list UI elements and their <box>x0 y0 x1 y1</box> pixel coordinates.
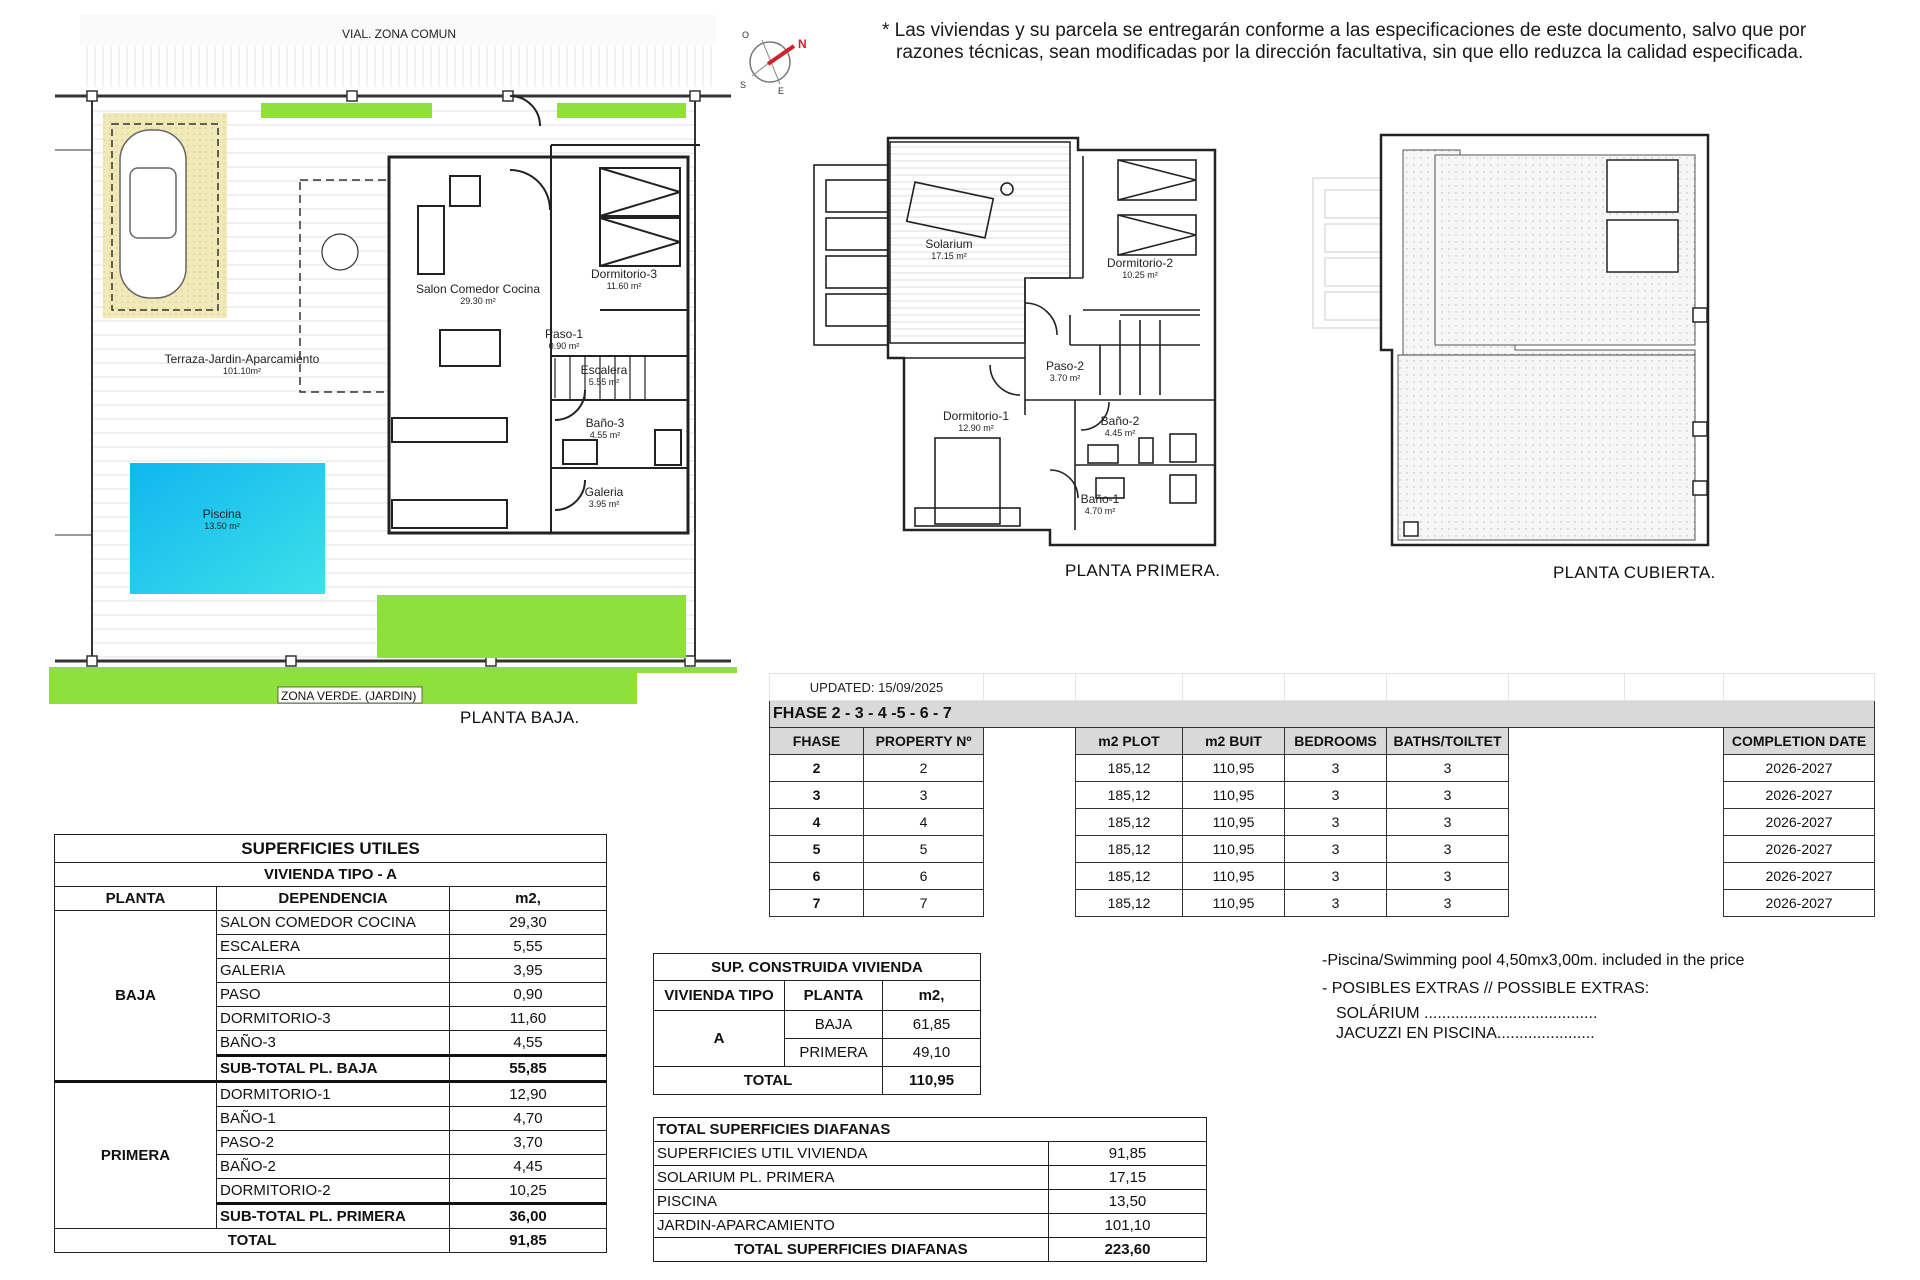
skylight <box>1607 160 1678 212</box>
su-m2: 5,55 <box>450 935 607 959</box>
disclaimer-note <box>882 20 1842 64</box>
room-name-terraza: Terraza-Jardin-Aparcamiento <box>164 352 320 366</box>
room-area-bano-3: 4.55 m² <box>589 430 621 440</box>
disclaimer-line-2: razones técnicas, sean modificadas por la dirección facultativa, sin que ello reduzca la calidad especificada. <box>896 42 1804 63</box>
su-m2: 4,55 <box>450 1031 607 1056</box>
phase-header-cell <box>1509 728 1625 755</box>
phase-row <box>770 782 1875 809</box>
su-m2: 4,45 <box>450 1155 607 1179</box>
room-area-bano-1: 4.70 m² <box>1084 506 1116 516</box>
dia-title: TOTAL SUPERFICIES DIAFANAS <box>654 1118 1207 1142</box>
sc-m2-primera: 49,10 <box>883 1039 981 1067</box>
sc-planta-baja: BAJA <box>785 1011 883 1039</box>
extras-notes <box>1322 950 1744 1044</box>
extra-solarium: SOLÁRIUM ....................................... <box>1336 1005 1598 1022</box>
dia-total-value: 223,60 <box>1049 1238 1207 1262</box>
room-name-galeria: Galeria <box>584 485 624 499</box>
phase-header-cell: m2 PLOT <box>1076 728 1183 755</box>
sc-planta-primera: PRIMERA <box>785 1039 883 1067</box>
su-m2: 3,95 <box>450 959 607 983</box>
su-dependencia: BAÑO-3 <box>217 1031 450 1056</box>
terrace-table-icon <box>322 234 358 270</box>
sc-title: SUP. CONSTRUIDA VIVIENDA <box>654 954 981 981</box>
room-name-dormitorio-3: Dormitorio-3 <box>590 267 658 281</box>
phase-cell <box>1509 836 1625 863</box>
grass-strip <box>261 103 432 118</box>
room-name-escalera: Escalera <box>580 363 628 377</box>
ground-floor-title: PLANTA BAJA. <box>460 708 580 727</box>
su-subtitle: VIVIENDA TIPO - A <box>55 863 607 887</box>
compass-s: S <box>740 80 747 90</box>
roof-plan-title: PLANTA CUBIERTA. <box>1553 563 1716 582</box>
green-zone-label: ZONA VERDE. (JARDIN) <box>281 689 417 703</box>
dia-row <box>654 1190 1207 1214</box>
dia-label: SOLARIUM PL. PRIMERA <box>654 1166 1049 1190</box>
su-title: SUPERFICIES UTILES <box>55 835 607 863</box>
phase-cell: 3 <box>1285 890 1387 917</box>
skylight <box>1607 220 1678 272</box>
phase-cell: 110,95 <box>1183 836 1285 863</box>
phase-row <box>770 890 1875 917</box>
su-dependencia: PASO-2 <box>217 1131 450 1155</box>
room-name-paso-1: Paso-1 <box>544 327 584 341</box>
room-area-piscina: 13.50 m² <box>204 521 240 531</box>
phase-cell: 3 <box>1387 836 1509 863</box>
phase-header-cell: m2 BUIT <box>1183 728 1285 755</box>
dia-row <box>654 1166 1207 1190</box>
su-row <box>55 911 607 935</box>
dia-row <box>654 1142 1207 1166</box>
grass-strip <box>557 103 686 118</box>
phase-cell <box>1625 809 1724 836</box>
su-planta: BAJA <box>55 911 217 1082</box>
phase-header-cell <box>984 728 1076 755</box>
su-m2: 29,30 <box>450 911 607 935</box>
su-m2: 0,90 <box>450 983 607 1007</box>
compass-e: E <box>778 86 785 96</box>
phase-header-cell: FHASE <box>770 728 864 755</box>
su-m2: 3,70 <box>450 1131 607 1155</box>
phase-cell: 2 <box>864 755 984 782</box>
compass-o: O <box>742 30 750 40</box>
su-total-label: TOTAL <box>55 1229 450 1253</box>
room-name-salon: Salon Comedor Cocina <box>415 282 541 296</box>
dia-value: 13,50 <box>1049 1190 1207 1214</box>
su-header-planta: PLANTA <box>55 887 217 911</box>
extras-title: - POSIBLES EXTRAS // POSSIBLE EXTRAS: <box>1322 980 1650 997</box>
room-area-paso-1: 0.90 m² <box>548 341 580 351</box>
phase-cell: 3 <box>1285 836 1387 863</box>
sc-total-value: 110,95 <box>883 1067 981 1095</box>
phase-cell <box>1509 890 1625 917</box>
room-area-galeria: 3.95 m² <box>588 499 620 509</box>
phase-cell: 3 <box>1387 755 1509 782</box>
su-subtotal-value: 36,00 <box>450 1204 607 1229</box>
pool-note: -Piscina/Swimming pool 4,50mx3,00m. included in the price <box>1322 952 1745 969</box>
phase-cell: 6 <box>864 863 984 890</box>
dia-row <box>654 1214 1207 1238</box>
sc-total-label: TOTAL <box>654 1067 883 1095</box>
room-name-paso-2: Paso-2 <box>1045 359 1085 373</box>
phase-cell <box>1509 782 1625 809</box>
su-dependencia: DORMITORIO-2 <box>217 1179 450 1204</box>
room-area-solarium: 17.15 m² <box>931 251 967 261</box>
phase-title: FHASE 2 - 3 - 4 -5 - 6 - 7 <box>770 701 1875 728</box>
phase-cell <box>984 755 1076 782</box>
phase-cell: 3 <box>770 782 864 809</box>
dia-label: JARDIN-APARCAMIENTO <box>654 1214 1049 1238</box>
updated-date: UPDATED: 15/09/2025 <box>770 674 984 701</box>
su-header-m2: m2, <box>450 887 607 911</box>
phase-cell <box>1625 836 1724 863</box>
phase-cell: 110,95 <box>1183 863 1285 890</box>
phase-cell: 5 <box>770 836 864 863</box>
grass-area <box>377 595 686 658</box>
phase-cell: 3 <box>1387 809 1509 836</box>
room-area-dormitorio-3: 11.60 m² <box>606 281 642 291</box>
phase-cell <box>1625 890 1724 917</box>
su-dependencia: ESCALERA <box>217 935 450 959</box>
phase-header-row <box>770 728 1875 755</box>
extra-jacuzzi: JACUZZI EN PISCINA...................... <box>1336 1025 1595 1042</box>
phase-cell: 2 <box>770 755 864 782</box>
superficies-utiles-table <box>54 834 607 1253</box>
phase-cell: 3 <box>1387 863 1509 890</box>
phase-cell: 110,95 <box>1183 755 1285 782</box>
phase-cell: 2026-2027 <box>1724 863 1875 890</box>
sc-tipo: A <box>654 1011 785 1067</box>
su-dependencia: DORMITORIO-3 <box>217 1007 450 1031</box>
phase-cell <box>1625 755 1724 782</box>
phase-cell: 3 <box>1285 782 1387 809</box>
road-hatch <box>80 45 716 87</box>
room-name-bano-2: Baño-2 <box>1100 414 1140 428</box>
phase-cell: 5 <box>864 836 984 863</box>
su-dependencia: DORMITORIO-1 <box>217 1082 450 1107</box>
phase-cell: 3 <box>1387 782 1509 809</box>
room-area-dormitorio-2: 10.25 m² <box>1122 270 1158 280</box>
phase-cell: 3 <box>864 782 984 809</box>
phase-cell: 185,12 <box>1076 755 1183 782</box>
phase-header-cell: BEDROOMS <box>1285 728 1387 755</box>
room-area-salon: 29.30 m² <box>460 296 496 306</box>
phase-cell: 2026-2027 <box>1724 755 1875 782</box>
phase-row <box>770 809 1875 836</box>
phase-cell <box>984 863 1076 890</box>
phase-header-cell: COMPLETION DATE <box>1724 728 1875 755</box>
su-header-dependencia: DEPENDENCIA <box>217 887 450 911</box>
dia-value: 91,85 <box>1049 1142 1207 1166</box>
roof-plan <box>1300 120 1720 560</box>
sc-header-m2: m2, <box>883 981 981 1011</box>
phase-row <box>770 863 1875 890</box>
phase-row <box>770 755 1875 782</box>
room-area-paso-2: 3.70 m² <box>1049 373 1081 383</box>
phase-header-cell: BATHS/TOILTET <box>1387 728 1509 755</box>
phase-cell: 3 <box>1285 863 1387 890</box>
sc-header-tipo: VIVIENDA TIPO <box>654 981 785 1011</box>
road-label: VIAL. ZONA COMUN <box>342 27 457 41</box>
su-m2: 11,60 <box>450 1007 607 1031</box>
phase-header-cell <box>1625 728 1724 755</box>
dia-label: PISCINA <box>654 1190 1049 1214</box>
room-name-bano-1: Baño-1 <box>1080 492 1120 506</box>
su-m2: 10,25 <box>450 1179 607 1204</box>
first-floor-plan <box>800 120 1240 560</box>
su-planta: PRIMERA <box>55 1082 217 1229</box>
phase-cell: 185,12 <box>1076 863 1183 890</box>
phase-table <box>769 673 1875 917</box>
dia-label: SUPERFICIES UTIL VIVIENDA <box>654 1142 1049 1166</box>
phase-cell: 110,95 <box>1183 782 1285 809</box>
su-dependencia: BAÑO-1 <box>217 1107 450 1131</box>
room-name-dormitorio-2: Dormitorio-2 <box>1106 256 1174 270</box>
su-dependencia: SALON COMEDOR COCINA <box>217 911 450 935</box>
room-area-dormitorio-1: 12.90 m² <box>958 423 994 433</box>
su-subtotal-value: 55,85 <box>450 1056 607 1082</box>
phase-row <box>770 836 1875 863</box>
sc-header-planta: PLANTA <box>785 981 883 1011</box>
room-name-bano-3: Baño-3 <box>585 416 625 430</box>
phase-cell: 6 <box>770 863 864 890</box>
phase-cell: 2026-2027 <box>1724 809 1875 836</box>
first-floor-title: PLANTA PRIMERA. <box>1065 561 1221 580</box>
phase-cell <box>984 890 1076 917</box>
phase-cell: 3 <box>1285 755 1387 782</box>
su-m2: 4,70 <box>450 1107 607 1131</box>
phase-cell <box>984 782 1076 809</box>
room-name-solarium: Solarium <box>925 237 973 251</box>
dia-value: 17,15 <box>1049 1166 1207 1190</box>
phase-cell <box>1625 863 1724 890</box>
phase-cell: 3 <box>1387 890 1509 917</box>
car-icon <box>120 130 186 298</box>
phase-cell: 3 <box>1285 809 1387 836</box>
phase-cell: 2026-2027 <box>1724 782 1875 809</box>
compass-n: N <box>798 37 807 51</box>
su-row <box>55 1082 607 1107</box>
su-dependencia: PASO <box>217 983 450 1007</box>
phase-cell <box>1509 755 1625 782</box>
phase-cell <box>1625 782 1724 809</box>
phase-cell: 2026-2027 <box>1724 836 1875 863</box>
sup-construida-table <box>653 953 981 1095</box>
phase-cell <box>984 836 1076 863</box>
room-name-dormitorio-1: Dormitorio-1 <box>942 409 1010 423</box>
phase-cell: 7 <box>770 890 864 917</box>
su-m2: 12,90 <box>450 1082 607 1107</box>
phase-cell: 4 <box>770 809 864 836</box>
room-area-bano-2: 4.45 m² <box>1104 428 1136 438</box>
superficies-diafanas-table <box>653 1117 1207 1262</box>
phase-cell <box>984 809 1076 836</box>
phase-cell: 2026-2027 <box>1724 890 1875 917</box>
sc-m2-baja: 61,85 <box>883 1011 981 1039</box>
phase-cell: 110,95 <box>1183 809 1285 836</box>
su-total-value: 91,85 <box>450 1229 607 1253</box>
ground-floor-plan <box>0 0 760 740</box>
room-name-piscina: Piscina <box>202 507 242 521</box>
su-subtotal-label: SUB-TOTAL PL. BAJA <box>217 1056 450 1082</box>
updated-row <box>770 674 1875 701</box>
phase-cell: 110,95 <box>1183 890 1285 917</box>
room-area-terraza: 101.10m² <box>222 366 262 376</box>
phase-cell: 4 <box>864 809 984 836</box>
su-dependencia: GALERIA <box>217 959 450 983</box>
dia-total-label: TOTAL SUPERFICIES DIAFANAS <box>654 1238 1049 1262</box>
su-dependencia: BAÑO-2 <box>217 1155 450 1179</box>
disclaimer-line-1: * Las viviendas y su parcela se entregarán conforme a las especificaciones de este documento, salvo que por <box>882 20 1807 41</box>
room-area-escalera: 5.55 m² <box>588 377 620 387</box>
phase-cell: 185,12 <box>1076 809 1183 836</box>
phase-cell: 7 <box>864 890 984 917</box>
dia-value: 101,10 <box>1049 1214 1207 1238</box>
phase-header-cell: PROPERTY Nº <box>864 728 984 755</box>
phase-cell <box>1509 863 1625 890</box>
phase-cell: 185,12 <box>1076 782 1183 809</box>
phase-cell: 185,12 <box>1076 836 1183 863</box>
phase-cell <box>1509 809 1625 836</box>
su-subtotal-label: SUB-TOTAL PL. PRIMERA <box>217 1204 450 1229</box>
phase-cell: 185,12 <box>1076 890 1183 917</box>
house-ground-floor <box>389 157 688 533</box>
